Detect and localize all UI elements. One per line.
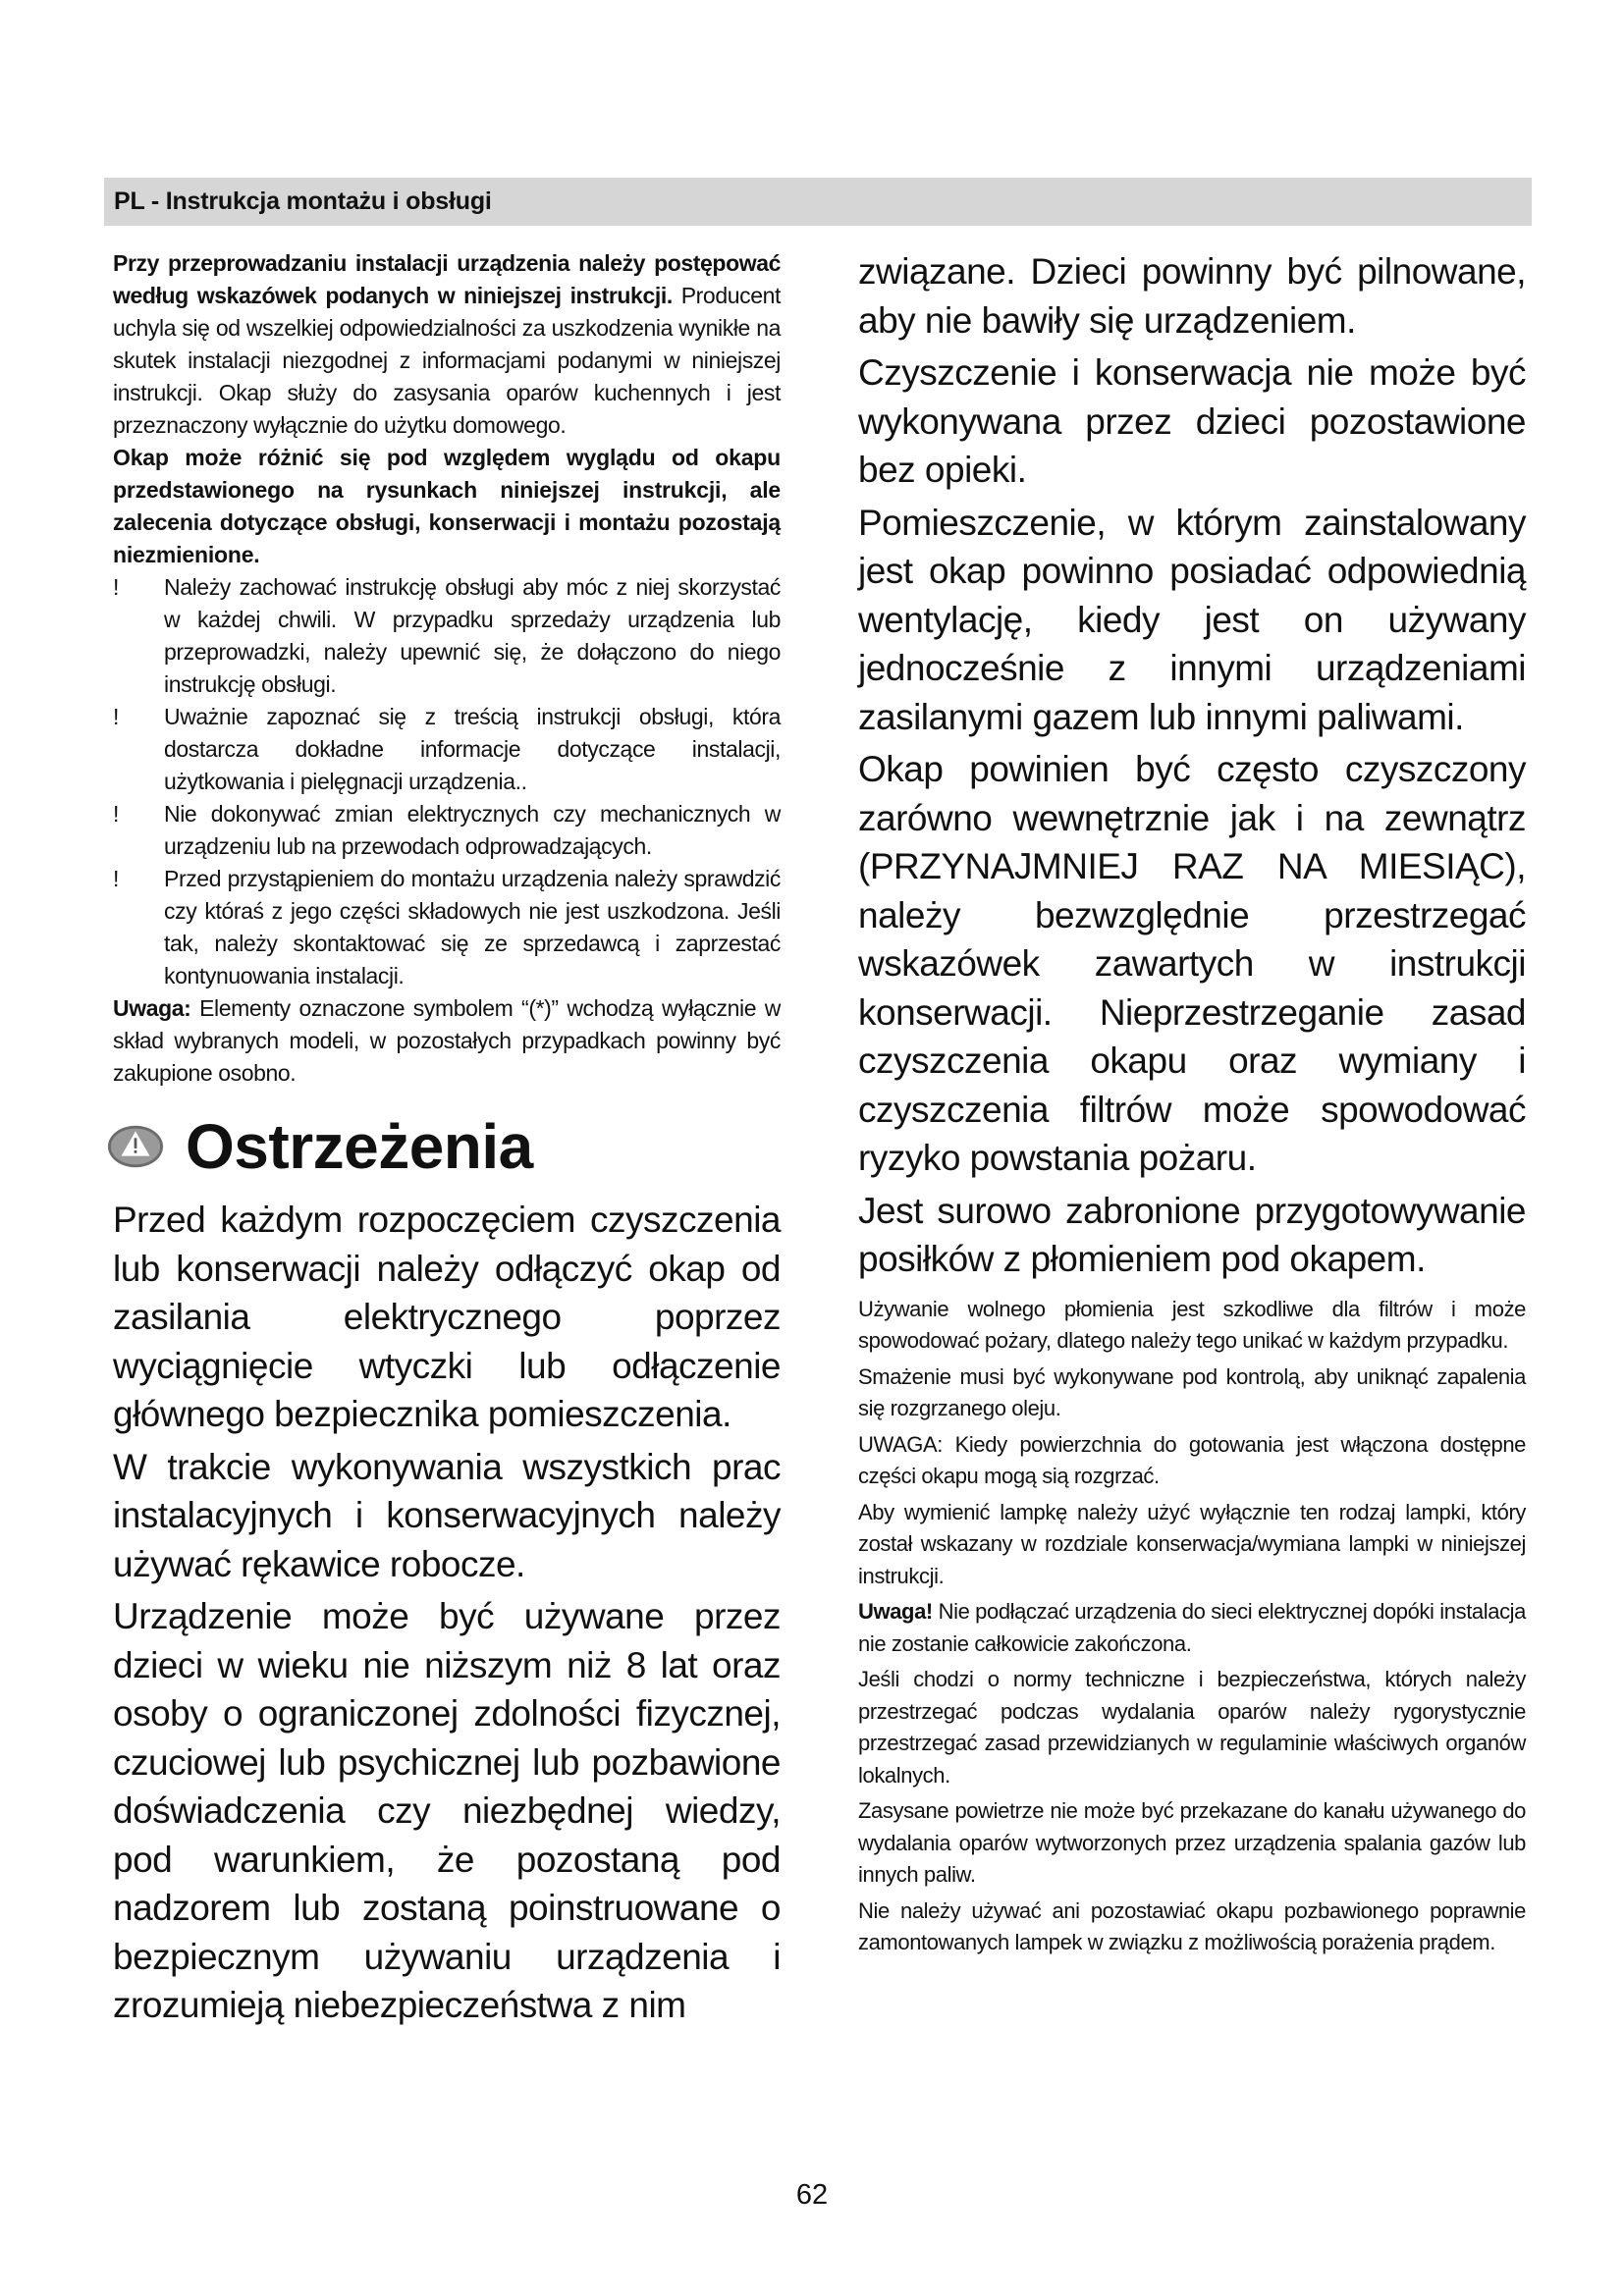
warning-paragraph: Przed każdym rozpoczęciem czyszczenia lub konserwacji należy odłączyć okap od zasilania elektrycznego poprzez wyciągnięcie wtyczki lub odłączenie głównego bezpiecznika pomieszczenia. xyxy=(113,1200,781,1434)
exclamation-icon: ! xyxy=(113,866,119,891)
bullet-text: Uważnie zapoznać się z treścią instrukcji obsługi, która dostarcza dokładne informacje dotyczące instalacji, użytkowania i pielęgnacji urządzenia.. xyxy=(164,704,781,794)
warning-paragraph: Okap powinien być często czyszczony zarówno wewnętrznie jak i na zewnątrz (PRZYNAJMNIEJ RAZ NA MIESIĄC), należy bezwzględnie przestrzegać wskazówek zawartych w instrukcji konserwacji. Nieprzestrzeganie zasad czyszczenia okapu oraz wymiany i czyszczenia filtrów może spowodować ryzyko powstania pożaru. xyxy=(858,749,1526,1178)
bullet-item xyxy=(113,701,781,798)
warnings-heading: Ostrzeżenia xyxy=(186,1111,533,1182)
exclamation-icon: ! xyxy=(113,704,119,729)
bullet-item xyxy=(113,571,781,701)
warning-paragraph: W trakcie wykonywania wszystkich prac instalacyjnych i konserwacyjnych należy używać rękawice robocze. xyxy=(113,1446,781,1584)
small-paragraph: Zasysane powietrze nie może być przekazane do kanału używanego do wydalania oparów wytworzonych przez urządzenia spalania gazów lub innych paliw. xyxy=(858,1798,1526,1887)
uwaga-text: Nie podłączać urządzenia do sieci elektrycznej dopóki instalacja nie zostanie całkowicie zakończona. xyxy=(858,1599,1526,1656)
warnings-heading-row xyxy=(113,1111,781,1182)
warning-paragraph: Pomieszczenie, w którym zainstalowany jest okap powinno posiadać odpowiednią wentylację, kiedy jest on używany jednocześnie z innymi urządzeniami zasilanymi gazem lub innymi paliwami. xyxy=(858,502,1526,737)
intro-paragraph xyxy=(113,247,781,442)
bullet-item xyxy=(113,863,781,992)
exclamation-icon: ! xyxy=(113,801,119,827)
exclamation-icon: ! xyxy=(113,574,119,600)
left-column xyxy=(113,247,781,2030)
right-column xyxy=(858,247,1526,1959)
bullet-text: Należy zachować instrukcję obsługi aby móc z niej skorzystać w każdej chwili. W przypadku sprzedaży urządzenia lub przeprowadzki, należy upewnić się, że dołączono do niego instrukcję obsługi. xyxy=(164,574,781,697)
bullet-item xyxy=(113,798,781,863)
intro-rest: Producent uchyla się od wszelkiej odpowiedzialności za uszkodzenia wynikłe na skutek instalacji niezgodnej z informacjami podanymi w niniejszej instrukcji. Okap służy do zasysania oparów kuchennych i jest przeznaczony wyłącznie do użytku domowego. xyxy=(113,283,781,438)
small-paragraph: Aby wymienić lampkę należy użyć wyłącznie ten rodzaj lampki, który został wskazany w rozdziale konserwacja/wymiana lampki w niniejszej instrukcji. xyxy=(858,1499,1526,1588)
small-paragraph: UWAGA: Kiedy powierzchnia do gotowania jest włączona dostępne części okapu mogą sią rozgrzać. xyxy=(858,1431,1526,1488)
warning-paragraph: Jest surowo zabronione przygotowywanie posiłków z płomieniem pod okapem. xyxy=(858,1190,1526,1279)
note-label: Uwaga: xyxy=(113,995,191,1021)
warning-paragraph: Urządzenie może być używane przez dzieci w wieku nie niższym niż 8 lat oraz osoby o ograniczonej zdolności fizycznej, czuciowej lub psychicznej lub pozbawione doświadczenia czy niezbędnej wiedzy, pod warunkiem, że pozostaną pod nadzorem lub zostaną poinstruowane o bezpiecznym używaniu urządzenia i zrozumieją niebezpieczeństwa z nim xyxy=(113,1596,781,2025)
bullet-text: Przed przystąpieniem do montażu urządzenia należy sprawdzić czy któraś z jego części składowych nie jest uszkodzona. Jeśli tak, należy skontaktować się ze sprzedawcą i zaprzestać kontynuowania instalacji. xyxy=(164,866,781,988)
warning-paragraph: związane. Dzieci powinny być pilnowane, aby nie bawiły się urządzeniem. xyxy=(858,251,1526,341)
spacer xyxy=(858,1284,1526,1294)
section-header-title: PL - Instrukcja montażu i obsługi xyxy=(114,187,492,215)
warning-triangle-icon xyxy=(107,1118,164,1175)
small-paragraph: Używanie wolnego płomienia jest szkodliwe dla filtrów i może spowodować pożary, dlatego należy tego unikać w każdym przypadku. xyxy=(858,1296,1526,1353)
note-paragraph xyxy=(113,992,781,1090)
small-paragraph: Nie należy używać ani pozostawiać okapu pozbawionego poprawnie zamontowanych lampek w związku z możliwością porażenia prądem. xyxy=(858,1897,1526,1954)
uwaga-label: Uwaga! xyxy=(858,1599,933,1624)
uwaga-paragraph xyxy=(858,1596,1526,1660)
appearance-note: Okap może różnić się pod względem wyglądu od okapu przedstawionego na rysunkach niniejszej instrukcji, ale zalecenia dotyczące obsługi, konserwacji i montażu pozostają niezmienione. xyxy=(113,445,781,567)
bullet-text: Nie dokonywać zmian elektrycznych czy mechanicznych w urządzeniu lub na przewodach odprowadzających. xyxy=(164,801,781,859)
intro-bold: Przy przeprowadzaniu instalacji urządzenia należy postępować według wskazówek podanych w niniejszej instrukcji. xyxy=(113,250,781,308)
small-paragraph: Jeśli chodzi o normy techniczne i bezpieczeństwa, których należy przestrzegać podczas wydalania oparów należy rygorystycznie przestrzegać zasad przewidzianych w regulaminie właściwych organów lokalnych. xyxy=(858,1667,1526,1788)
page-number: 62 xyxy=(795,2179,829,2211)
warning-paragraph: Czyszczenie i konserwacja nie może być wykonywana przez dzieci pozostawione bez opieki. xyxy=(858,352,1526,490)
small-paragraph: Smażenie musi być wykonywane pod kontrolą, aby uniknąć zapalenia się rozgrzanego oleju. xyxy=(858,1363,1526,1420)
bullet-list xyxy=(113,571,781,992)
note-text: Elementy oznaczone symbolem “(*)” wchodzą wyłącznie w skład wybranych modeli, w pozostałych przypadkach powinny być zakupione osobno. xyxy=(113,995,781,1086)
